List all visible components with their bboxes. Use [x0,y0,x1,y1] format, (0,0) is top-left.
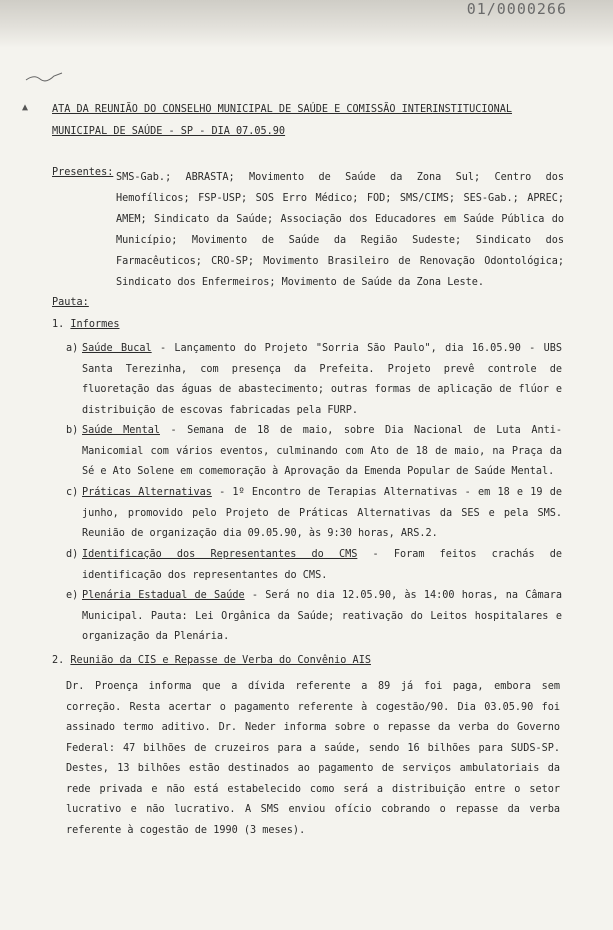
document-title: ATA DA REUNIÃO DO CONSELHO MUNICIPAL DE SAÚDE E COMISSÃO INTERINSTITUCIONAL MUNICIPAL DE SAÚDE - SP - DIA 07.05.90 [52,104,513,137]
section-2-number: 2. [52,655,65,666]
agenda-item-b [66,421,562,483]
attendees-list: SMS-Gab.; ABRASTA; Movimento de Saúde da Zona Sul; Centro dos Hemofílicos; FSP-USP; SOS Erro Médico; FOD; SMS/CIMS; SES-Gab.; APREC; AMEM; Sindicato da Saúde; Associação dos Educadores em Saúde Pública do Município; Movimento de Saúde da Região Sudeste; Sindicato dos Farmacêuticos; CRO-SP; Movimento Brasileiro de Renovação Odontológica; Sindicato dos Enfermeiros; Movimento de Saúde da Zona Leste. [116,172,564,288]
item-heading: Identificação dos Representantes do CMS [82,549,358,560]
section-2-heading [52,655,371,666]
item-heading: Práticas Alternativas [82,487,212,498]
agenda-item-d [66,545,563,586]
section-2-paragraph: Dr. Proença informa que a dívida referente a 89 já foi paga, embora sem correção. Resta acertar o pagamento referente à cogestão/90. Dia 03.05.90 foi assinado termo aditivo. Dr. Neder informa sobre o repasse da verba do Governo Federal: 47 bilhões de cruzeiros para a saúde, sendo 16 bilhões para SUDS-SP. Destes, 13 bilhões estão destinados ao pagamento de serviços ambulatoriais da rede privada e não está estabelecido como será a distribuição entre o setor lucrativo e não lucrativo. A SMS enviou ofício cobrando o repasse da verba referente à cogestão de 1990 (3 meses). [66,681,560,836]
attendees-label: Presentes: [52,167,114,178]
section-1-title: Informes [70,319,120,330]
item-letter: a) [66,343,79,354]
item-heading: Saúde Bucal [82,343,152,354]
handwritten-mark-icon [24,70,64,84]
section-2-title: Reunião da CIS e Repasse de Verba do Convênio AIS [70,655,371,666]
margin-mark-icon: ▲ [22,102,29,113]
item-letter: e) [66,590,79,601]
agenda-item-c [66,483,562,545]
item-text: - Será no dia 12.05.90, às 14:00 horas, na Câmara Municipal. Pauta: Lei Orgânica da Saúde; reativação do Leitos hospitalares e organização da Plenária. [82,590,563,642]
item-letter: d) [66,549,79,560]
document-stamp-number: 01/0000266 [466,0,567,18]
item-letter: b) [66,425,79,436]
section-1-number: 1. [52,319,65,330]
agenda-item-a [66,339,563,421]
item-heading: Plenária Estadual de Saúde [82,590,245,601]
section-1-heading [52,319,120,330]
item-text: - Foram feitos crachás de identificação dos representantes do CMS. [82,549,563,581]
item-heading: Saúde Mental [82,425,160,436]
agenda-label: Pauta: [52,297,89,308]
agenda-item-e [66,586,563,648]
item-text: - Lançamento do Projeto "Sorria São Paulo", dia 16.05.90 - UBS Santa Terezinha, com presença da Prefeita. Projeto prevê controle de fluoretação das águas de abastecimento; outras formas de aplicação de flúor e distribuição de escovas fabricadas pela FURP. [82,343,563,416]
item-text: - Semana de 18 de maio, sobre Dia Nacional de Luta Anti-Manicomial com vários eventos, culminando com Ato de 18 de maio, na Praça da Sé e Ato Solene em comemoração à Aprovação da Emenda Popular de Saúde Mental. [82,425,562,477]
item-letter: c) [66,487,79,498]
item-text: - 1º Encontro de Terapias Alternativas - em 18 e 19 de junho, promovido pelo Projeto de Práticas Alternativas da SES e pela SMS. Reunião de organização dia 09.05.90, às 9:30 horas, ARS.2. [82,487,562,539]
